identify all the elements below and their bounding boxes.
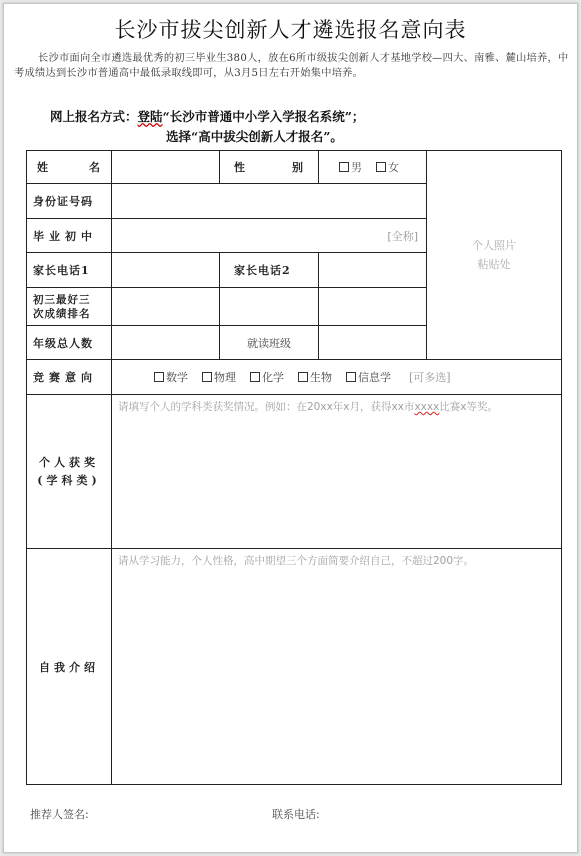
rank-extra-field-2[interactable] — [319, 288, 426, 325]
gender-female-checkbox[interactable]: 女 — [376, 159, 399, 175]
exam-rank-label: 初三最好三 次成绩排名 — [33, 293, 91, 320]
contact-phone-label: 联系电话: — [272, 808, 320, 821]
competition-options — [112, 360, 561, 394]
middle-school-field[interactable] — [112, 219, 426, 252]
method-system: “长沙市普通中小学入学报名系统”； — [162, 109, 365, 124]
chemistry-checkbox[interactable]: 化学 — [250, 369, 284, 385]
exam-rank-field[interactable] — [112, 288, 219, 325]
name-label: 姓 名 — [37, 161, 101, 174]
biology-checkbox[interactable]: 生物 — [298, 369, 332, 385]
registration-method — [50, 107, 364, 125]
photo-placeholder[interactable]: 个人照片 粘贴处 — [472, 239, 516, 271]
parent-phone-2-field[interactable] — [319, 253, 426, 287]
awards-field[interactable]: 请填写个人的学科类获奖情况。例如：在20xx年x月，获得xx市xxxx比赛x等奖。 — [118, 401, 499, 413]
competition-label: 竞赛意向 — [33, 371, 97, 384]
method-login: 登陆 — [137, 109, 163, 124]
physics-checkbox[interactable]: 物理 — [202, 369, 236, 385]
informatics-checkbox[interactable]: 信息学 — [346, 369, 391, 385]
class-field[interactable] — [319, 326, 426, 359]
referee-signature-label: 推荐人签名: — [30, 808, 89, 821]
multi-select-hint: [可多选] — [409, 371, 451, 384]
parent-phone-2-label: 家长电话2 — [234, 264, 291, 277]
parent-phone-1-field[interactable] — [112, 253, 219, 287]
rank-extra-field[interactable] — [220, 288, 318, 325]
gender-options — [319, 151, 426, 183]
id-number-label: 身份证号码 — [33, 195, 93, 208]
awards-label: 个人获奖 (学科类) — [37, 455, 101, 487]
gender-male-checkbox[interactable]: 男 — [339, 159, 362, 175]
math-checkbox[interactable]: 数学 — [154, 369, 188, 385]
self-intro-field[interactable]: 请从学习能力，个人性格，高中期望三个方面简要介绍自己，不超过200字。 — [118, 555, 475, 567]
parent-phone-1-label: 家长电话1 — [33, 264, 90, 277]
gender-label: 性 别 — [234, 161, 304, 174]
intro-paragraph: 长沙市面向全市遴选最优秀的初三毕业生380人，放在6所市级拔尖创新人才基地学校—四大、南雅、麓山培养，中考成绩达到长沙市普通高中最低录取线即可，从3月5日左右开始集中培养。 — [14, 53, 569, 79]
name-field[interactable] — [112, 151, 219, 183]
grade-total-field[interactable] — [112, 326, 219, 359]
registration-method-select: 选择“高中拔尖创新人才报名”。 — [166, 129, 343, 144]
class-label: 就读班级 — [247, 336, 291, 350]
method-label: 网上报名方式： — [50, 109, 138, 124]
middle-school-label: 毕业初中 — [33, 229, 97, 243]
grade-total-label: 年级总人数 — [33, 336, 93, 350]
form-title: 长沙市拔尖创新人才遴选报名意向表 — [114, 18, 467, 42]
form-page — [3, 3, 578, 853]
self-intro-label: 自我介绍 — [39, 660, 99, 674]
full-name-hint: [全称] — [387, 229, 418, 243]
id-number-field[interactable] — [112, 184, 426, 218]
